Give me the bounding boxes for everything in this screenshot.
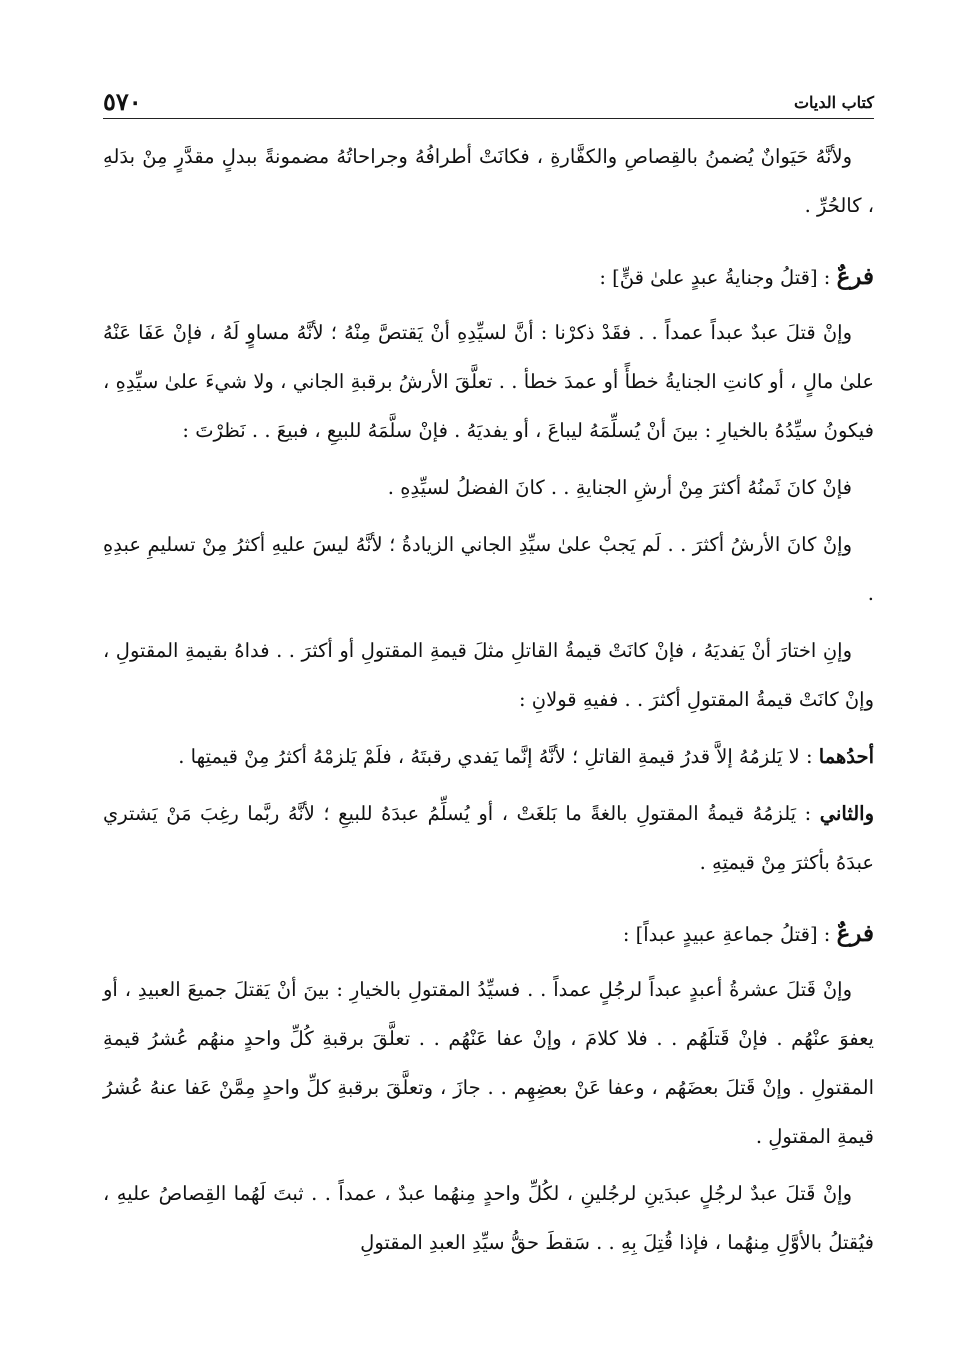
book-title: كتاب الديات [793, 93, 874, 112]
opinion-label: والثاني [819, 802, 874, 825]
section-label: فرعٌ [836, 920, 874, 947]
opinion-paragraph [103, 789, 874, 887]
section-heading [103, 909, 874, 959]
paragraph: وإنْ قتلَ عبدٌ عبداً عمداً . . فقَدْ ذكرْنا : أنَّ لسيِّدِهِ أنْ يَقتصَّ مِنْهُ ؛ لأنَّهُ مساوٍ لَهُ ، فإنْ عَفَا عَنْهُ علىٰ مالٍ ، أو كانتِ الجنايةُ خطأً أو عمدَ خطأ . . تعلَّقَ الأرشُ برقبةِ الجاني ، ولا شيءَ علىٰ سيِّدِهِ ، فيكونُ سيِّدُهُ بالخيارِ : بينَ أنْ يُسلِّمَهُ ليباعَ ، أو يفديَهُ . فإنْ سلَّمَهُ للبيعِ ، فبيعَ . . نَظرْتَ : [103, 321, 874, 442]
page-body [103, 132, 874, 1275]
paragraph: وإنِ اختارَ أنْ يَفديَهُ ، فإنْ كانَتْ قيمةُ القاتلِ مثلَ قيمةِ المقتولِ أو أكثرَ . . فداهُ بقيمةِ المقتولِ ، وإنْ كانَتْ قيمةُ المقتولِ أكثرَ . . ففيهِ قولانِ : [103, 639, 874, 711]
opinion-text: : يَلزمُهُ قيمةُ المقتولِ بالغةً ما بَلغَتْ ، أو يُسلِّمُ عبدَهُ للبيعِ ؛ لأنَّهُ ربَّما رغِبَ مَنْ يَشتري عبدَهُ بأكثرَ مِنْ قيمتِهِ . [103, 802, 874, 874]
opinion-label: أحدُهما [818, 745, 874, 768]
paragraph: وإنْ قَتلَ عشرةُ أعبدٍ عبداً لرجُلٍ عمداً . . فسيِّدُ المقتولِ بالخيارِ : بينَ أنْ يَقتلَ جميعَ العبيدِ ، أو يعفوَ عنْهُم . فإنْ قَتلَهُم . . فلا كلامَ ، وإنْ عفا عَنْهُم . . تعلَّقَ برقبةِ كُلِّ واحدٍ منهُم عُشرُ قيمةِ المقتولِ . وإنْ قَتلَ بعضَهُم ، وعفا عَنْ بعضِهِم . . جازَ ، وتعلَّقَ برقبةِ كلِّ واحدٍ مِمَّنْ عَفا عنهُ عُشرُ قيمةِ المقتولِ . [103, 978, 874, 1148]
page-header [103, 82, 874, 119]
page-number: ٥٧٠ [103, 87, 142, 116]
section-title: : [قتلُ جماعةِ عبيدٍ عبداً] : [622, 923, 837, 946]
section-heading [103, 252, 874, 302]
paragraph: فإنْ كانَ ثَمنُهُ أكثرَ مِنْ أرشِ الجنايةِ . . كانَ الفضلُ لسيِّدِهِ . [387, 476, 852, 499]
section-title: : [قتلُ وجنايةُ عبدٍ علىٰ قنٍّ] : [599, 266, 837, 289]
paragraph: وإنْ قَتلَ عبدٌ لرجُلٍ عبدَينِ لرجُلينِ ، لكُلِّ واحدٍ مِنهُما عبدٌ ، عمداً . . ثبتَ لَهُما القِصاصُ عليهِ ، فيُقتلُ بالأوَّلِ مِنهُما ، فإذا قُتِلَ بِهِ . . سَقطَ حقُّ سيِّدِ العبدِ المقتولِ [103, 1182, 874, 1254]
section-label: فرعٌ [836, 263, 874, 290]
paragraph: ولأنَّهُ حَيَوانٌ يُضمنُ بالقِصاصِ والكفَّارةِ ، فكانَتْ أطرافُهُ وجراحاتُهُ مضمونةً ببدلٍ مقدَّرٍ مِنْ بدَلهِ ، كالحُرِّ . [103, 145, 874, 217]
opinion-text: : لا يَلزمُهُ إلاَّ قدرُ قيمةِ القاتلِ ؛ لأنَّهُ إنَّما يَفدي رقبتَهُ ، فلَمْ يَلزمْهُ أكثرُ مِنْ قيمتِها . [178, 745, 819, 768]
paragraph: وإنْ كانَ الأرشُ أكثرَ . . لَم يَجبْ علىٰ سيِّدِ الجاني الزيادةُ ؛ لأنَّهُ ليسَ عليهِ أكثرُ مِنْ تسليمِ عبدِهِ . [103, 533, 874, 605]
opinion-paragraph [103, 732, 874, 781]
